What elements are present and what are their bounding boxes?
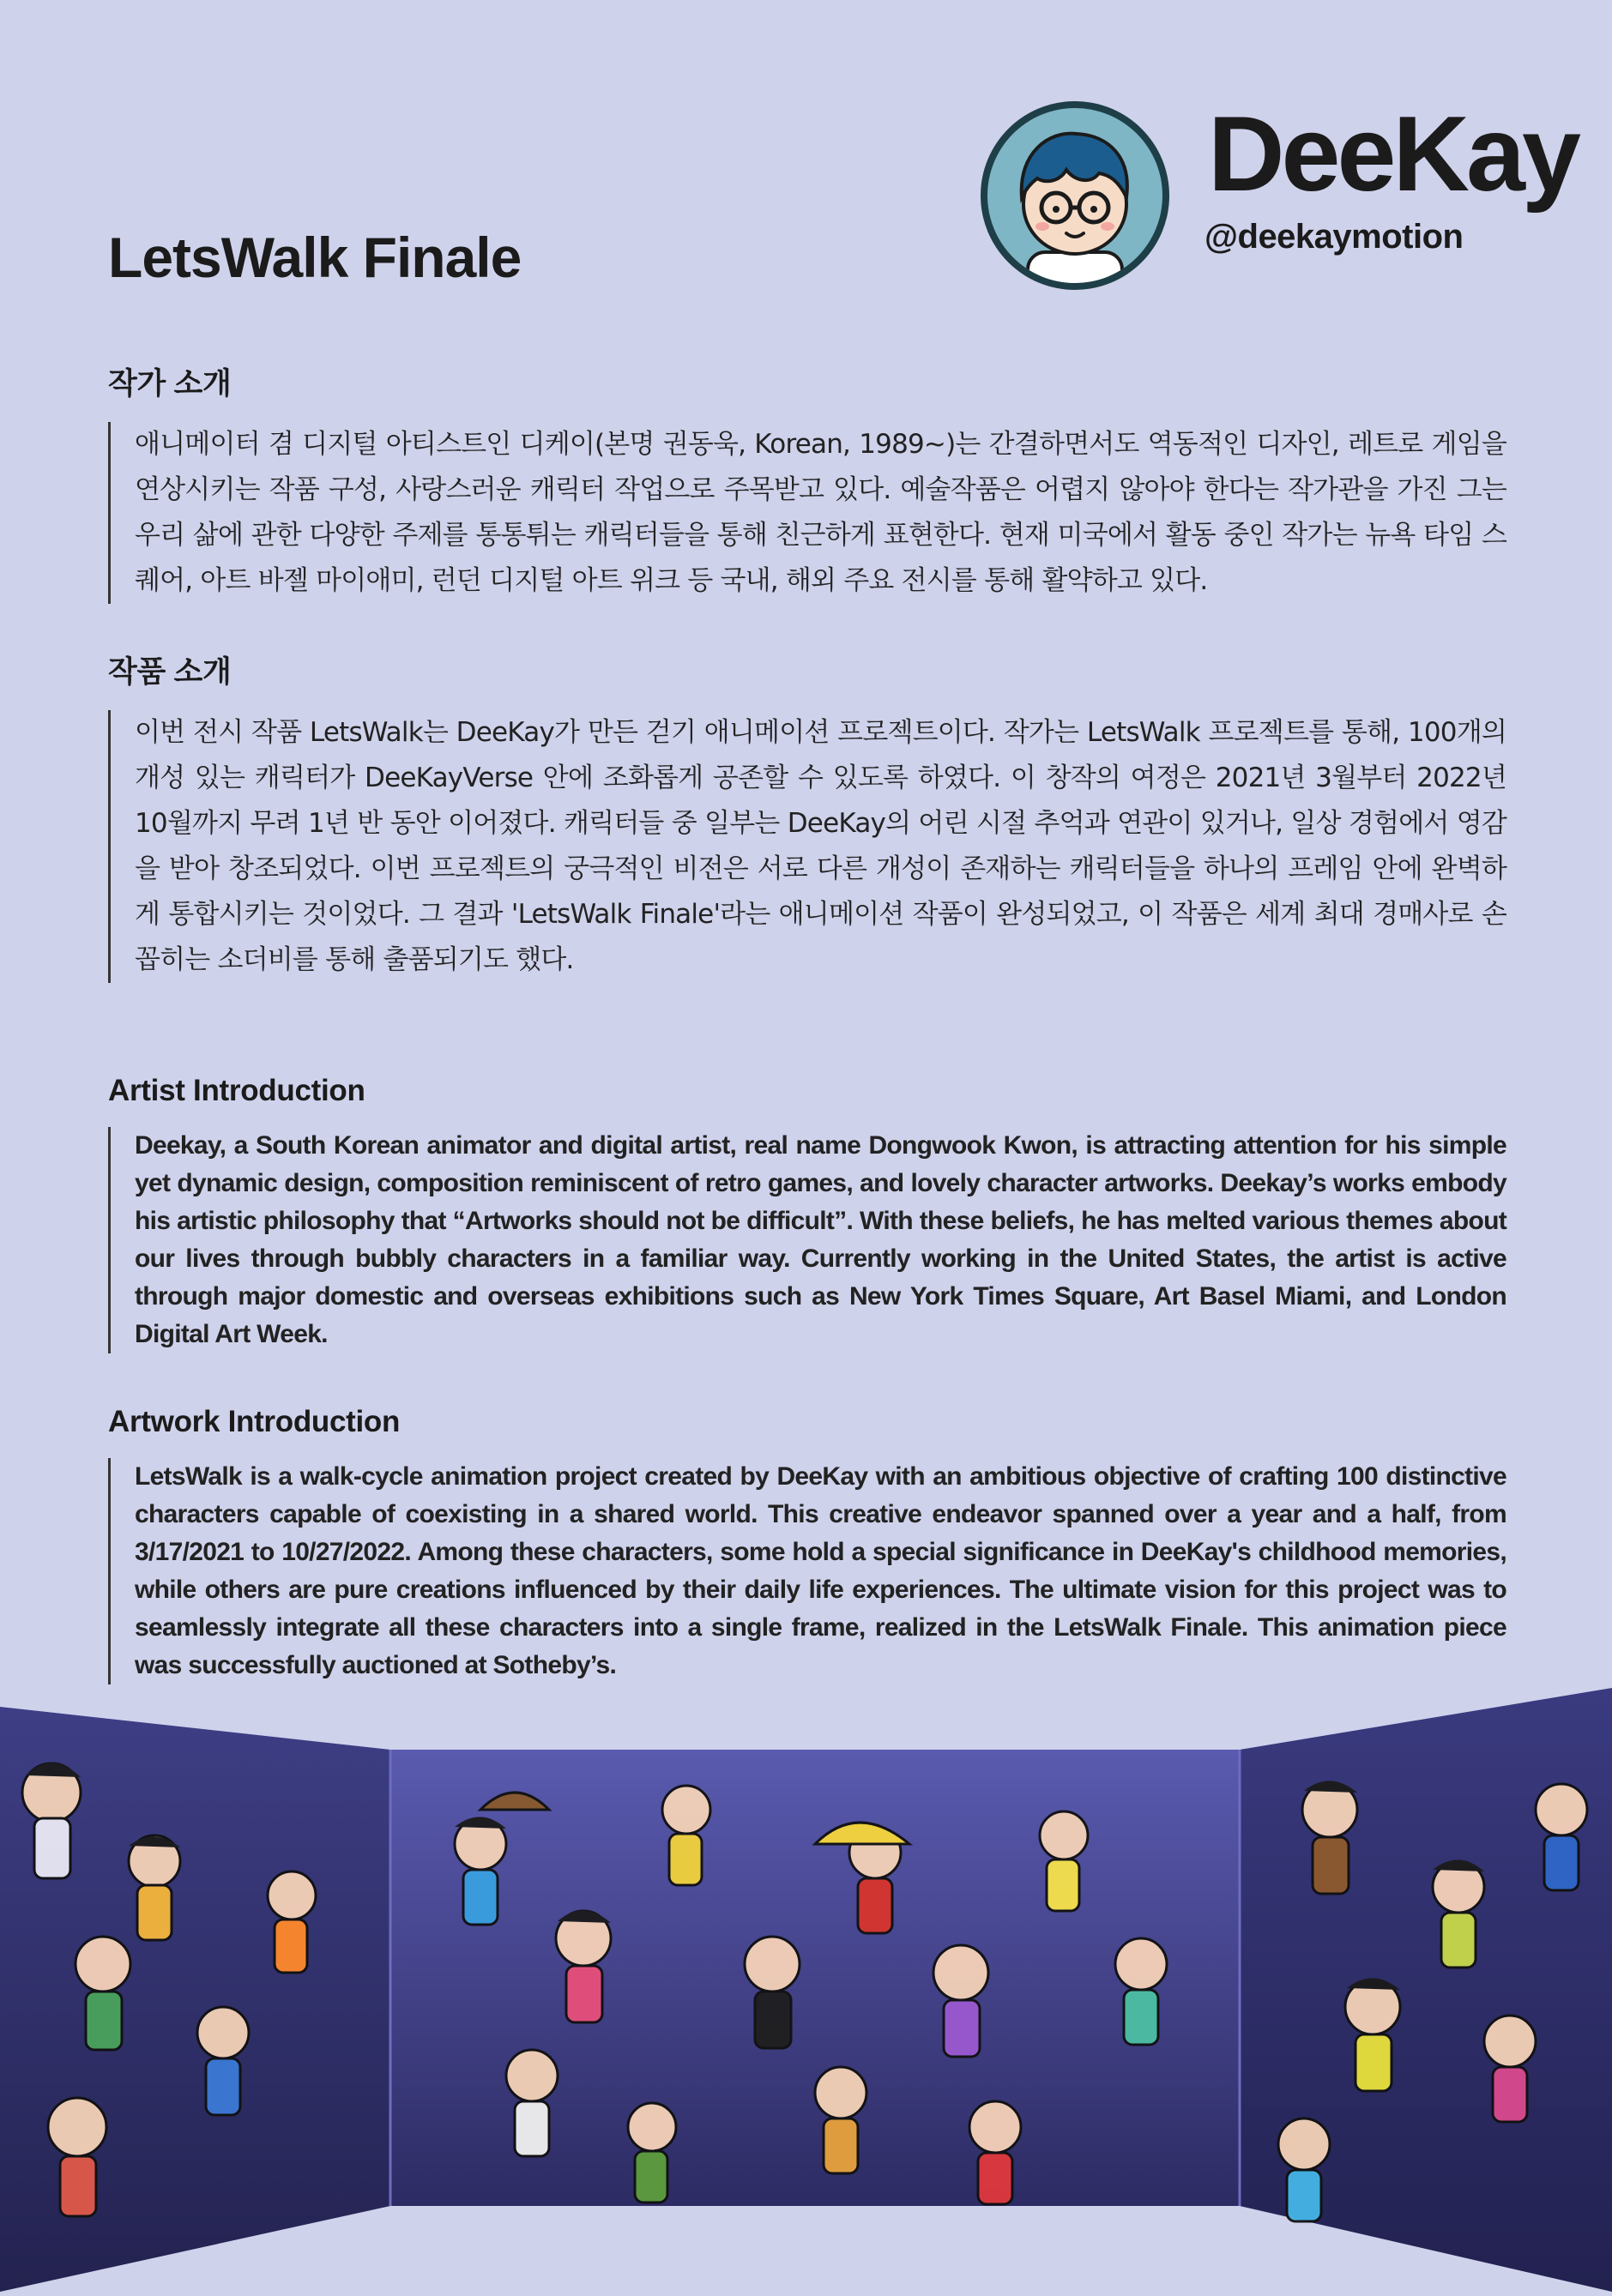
- artist-avatar: [981, 101, 1169, 290]
- artist-intro-korean: [108, 360, 1506, 604]
- artwork-intro-english: [108, 1405, 1506, 1684]
- section-heading: 작품 소개: [108, 655, 232, 689]
- section-body: [108, 1127, 1506, 1353]
- section-body: [108, 422, 1506, 604]
- page-title: LetsWalk Finale: [108, 226, 522, 289]
- section-text: 애니메이터 겸 디지털 아티스트인 디케이(본명 권동욱, Korean, 1989~)는 간결하면서도 역동적인 디자인, 레트로 게임을 연상시키는 작품 구성, 사랑스러운 캐릭터 작업으로 주목받고 있다. 예술작품은 어렵지 않아야 한다는 작가관을 가진 그는 우리 삶에 관한 다양한 주제를 통통튀는 캐릭터들을 통해 친근하게 표현한다. 현재 미국에서 활동 중인 작가는 뉴욕 타임 스퀘어, 아트 바젤 마이애미, 런던 디지털 아트 위크 등 국내, 해외 주요 전시를 통해 활약하고 있다.: [135, 429, 1506, 596]
- section-body: [108, 710, 1506, 983]
- brand-logo: DeeKay: [1208, 95, 1578, 214]
- section-body: [108, 1458, 1506, 1684]
- section-text: 이번 전시 작품 LetsWalk는 DeeKay가 만든 걷기 애니메이션 프로젝트이다. 작가는 LetsWalk 프로젝트를 통해, 100개의 개성 있는 캐릭터가 DeeKayVerse 안에 조화롭게 공존할 수 있도록 하였다. 이 창작의 여정은 2021년 3월부터 2022년 10월까지 무려 1년 반 동안 이어졌다. 캐릭터들 중 일부는 DeeKay의 어린 시절 추억과 연관이 있거나, 일상 경험에서 영감을 받아 창조되었다. 이번 프로젝트의 궁극적인 비전은 서로 다른 개성이 존재하는 캐릭터들을 하나의 프레임 안에 완벽하게 통합시키는 것이었다. 그 결과 'LetsWalk Finale'라는 애니메이션 작품이 완성되었고, 이 작품은 세계 최대 경매사로 손꼽히는 소더비를 통해 출품되기도 했다.: [135, 717, 1506, 975]
- artwork-intro-korean: [108, 648, 1506, 983]
- section-text: Deekay, a South Korean animator and digital artist, real name Dongwook Kwon, is attracting attention for his simple yet dynamic design, composition reminiscent of retro games, and lovely character artworks. Deekay’s works embody his artistic philosophy that “Artworks should not be difficult”. With these beliefs, he has melted various themes about our lives through bubbly characters in a familiar way. Currently working in the United States, the artist is active through major domestic and overseas exhibitions such as New York Times Square, Art Basel Miami, and London Digital Art Week.: [135, 1131, 1506, 1348]
- artist-intro-english: [108, 1074, 1506, 1353]
- section-text: LetsWalk is a walk-cycle animation project created by DeeKay with an ambitious objective of crafting 100 distinctive characters capable of coexisting in a shared world. This creative endeavor spanned over a year and a half, from 3/17/2021 to 10/27/2022. Among these characters, some hold a special significance in DeeKay's childhood memories, while others are pure creations influenced by their daily life experiences. The ultimate vision for this project was to seamlessly integrate all these characters into a single frame, realized in the LetsWalk Finale. This animation piece was successfully auctioned at Sotheby’s.: [135, 1462, 1506, 1679]
- exhibition-room-photo: [0, 1681, 1612, 2292]
- section-heading: Artist Introduction: [108, 1074, 365, 1107]
- avatar-illustration: [981, 101, 1169, 290]
- section-heading: Artwork Introduction: [108, 1405, 401, 1438]
- exhibition-illustration: [0, 1681, 1612, 2292]
- section-heading: 작가 소개: [108, 367, 232, 401]
- artist-handle: @deekaymotion: [1204, 218, 1464, 256]
